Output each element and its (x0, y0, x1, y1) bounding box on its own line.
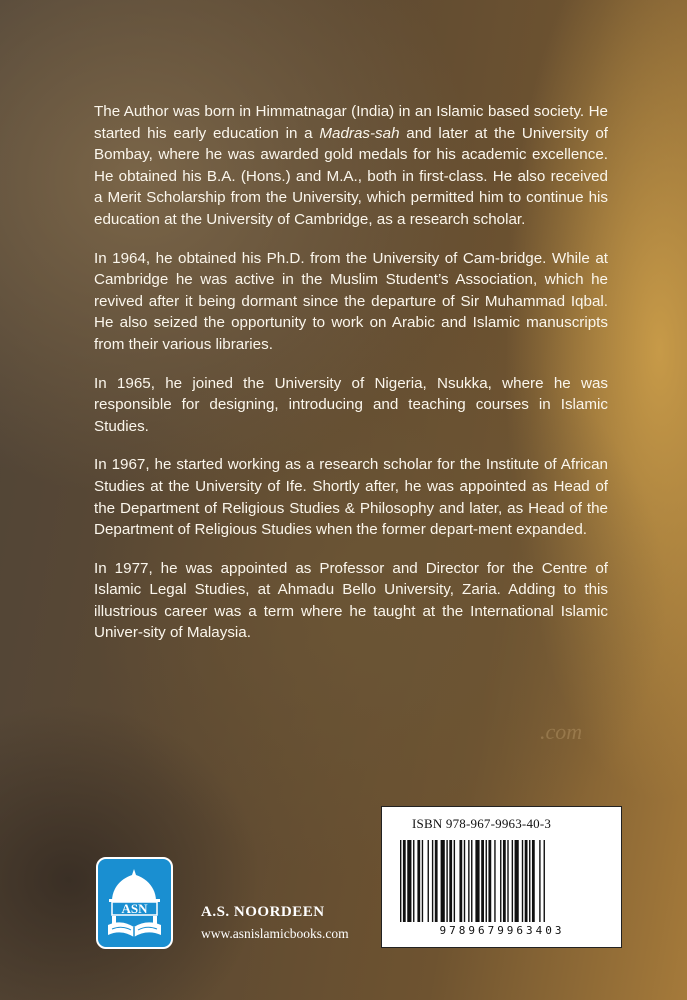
barcode-bar (413, 840, 414, 922)
barcode-bar (529, 840, 530, 922)
barcode-bar (417, 840, 420, 922)
barcode-bar (454, 840, 455, 922)
bio-paragraph-4: In 1967, he started working as a research scholar for the Institute of African Studies at the University of Ife. Shortly after, he was appointed as Head of the Department of Religious Studies & Philosophy and later, as Head of the Department of Religious Studies when the former depart-ment expanded. (94, 456, 608, 539)
barcode-bar (488, 840, 491, 922)
barcode-bar (400, 840, 401, 922)
barcode-bar (525, 840, 528, 922)
barcode-bar (500, 840, 501, 922)
barcode-digits: 9789679963403 (439, 924, 565, 937)
barcode-bar (486, 840, 487, 922)
barcode-bar (507, 840, 508, 922)
barcode-bar (403, 840, 406, 922)
barcode-bar (481, 840, 484, 922)
bio-paragraph-1: The Author was born in Himmatnagar (India) in an Islamic based society. He started his early education in a Madras-sah and later at the University of Bombay, where he was awarded gold medals for his academic excellence. He obtained his B.A. (Hons.) and M.A., both in first-class. He also received a Merit Scholarship from the University, which permitted him to continue his education at the University of Cambridge, as a research scholar. (94, 103, 608, 228)
isbn-label: ISBN 978-967-9963-40-3 (412, 816, 552, 831)
barcode-bar (544, 840, 545, 922)
barcode-bar (441, 840, 445, 922)
barcode-bar (432, 840, 433, 922)
barcode-bar (503, 840, 506, 922)
mosque-book-icon (98, 859, 171, 947)
barcode-bar (449, 840, 452, 922)
publisher-website: www.asnislamicbooks.com (201, 926, 349, 941)
barcode-bar (428, 840, 429, 922)
asn-logo (96, 857, 173, 949)
barcode-bar (422, 840, 423, 922)
barcode-bar (446, 840, 447, 922)
barcode-bar (468, 840, 469, 922)
barcode-bar (532, 840, 535, 922)
barcode-bar (494, 840, 495, 922)
bio-paragraph-5: In 1977, he was appointed as Professor and Director for the Centre of Islamic Legal Studies, at Ahmadu Bello University, Zaria. Adding to this illustrious career was a term where he taught at the International Islamic Univer-sity of Malaysia. (94, 559, 608, 642)
barcode-bar (522, 840, 523, 922)
barcode-box (381, 806, 622, 948)
author-biography (94, 101, 608, 661)
barcode-bar (464, 840, 465, 922)
barcode (398, 840, 606, 922)
barcode-bar (515, 840, 519, 922)
barcode-bar (512, 840, 513, 922)
barcode-bar (435, 840, 438, 922)
logo-text: ASN (121, 901, 148, 916)
watermark: .com (540, 719, 583, 744)
barcode-bar (471, 840, 472, 922)
bio-paragraph-2: In 1964, he obtained his Ph.D. from the University of Cam-bridge. While at Cambridge he was active in the Muslim Student’s Association, which he revived after it being dormant since the departure of Sir Muhammad Iqbal. He also seized the opportunity to work on Arabic and Islamic manuscripts from their various libraries. (94, 249, 608, 353)
barcode-bar (459, 840, 462, 922)
bio-paragraph-3: In 1965, he joined the University of Nigeria, Nsukka, where he was responsible for designing, introducing and teaching courses in Islamic Studies. (94, 374, 608, 435)
barcode-bar (539, 840, 540, 922)
barcode-bar (407, 840, 411, 922)
madrassah-italic: Madras-sah (319, 124, 400, 142)
publisher-name: A.S. NOORDEEN (201, 904, 325, 920)
barcode-bar (475, 840, 479, 922)
